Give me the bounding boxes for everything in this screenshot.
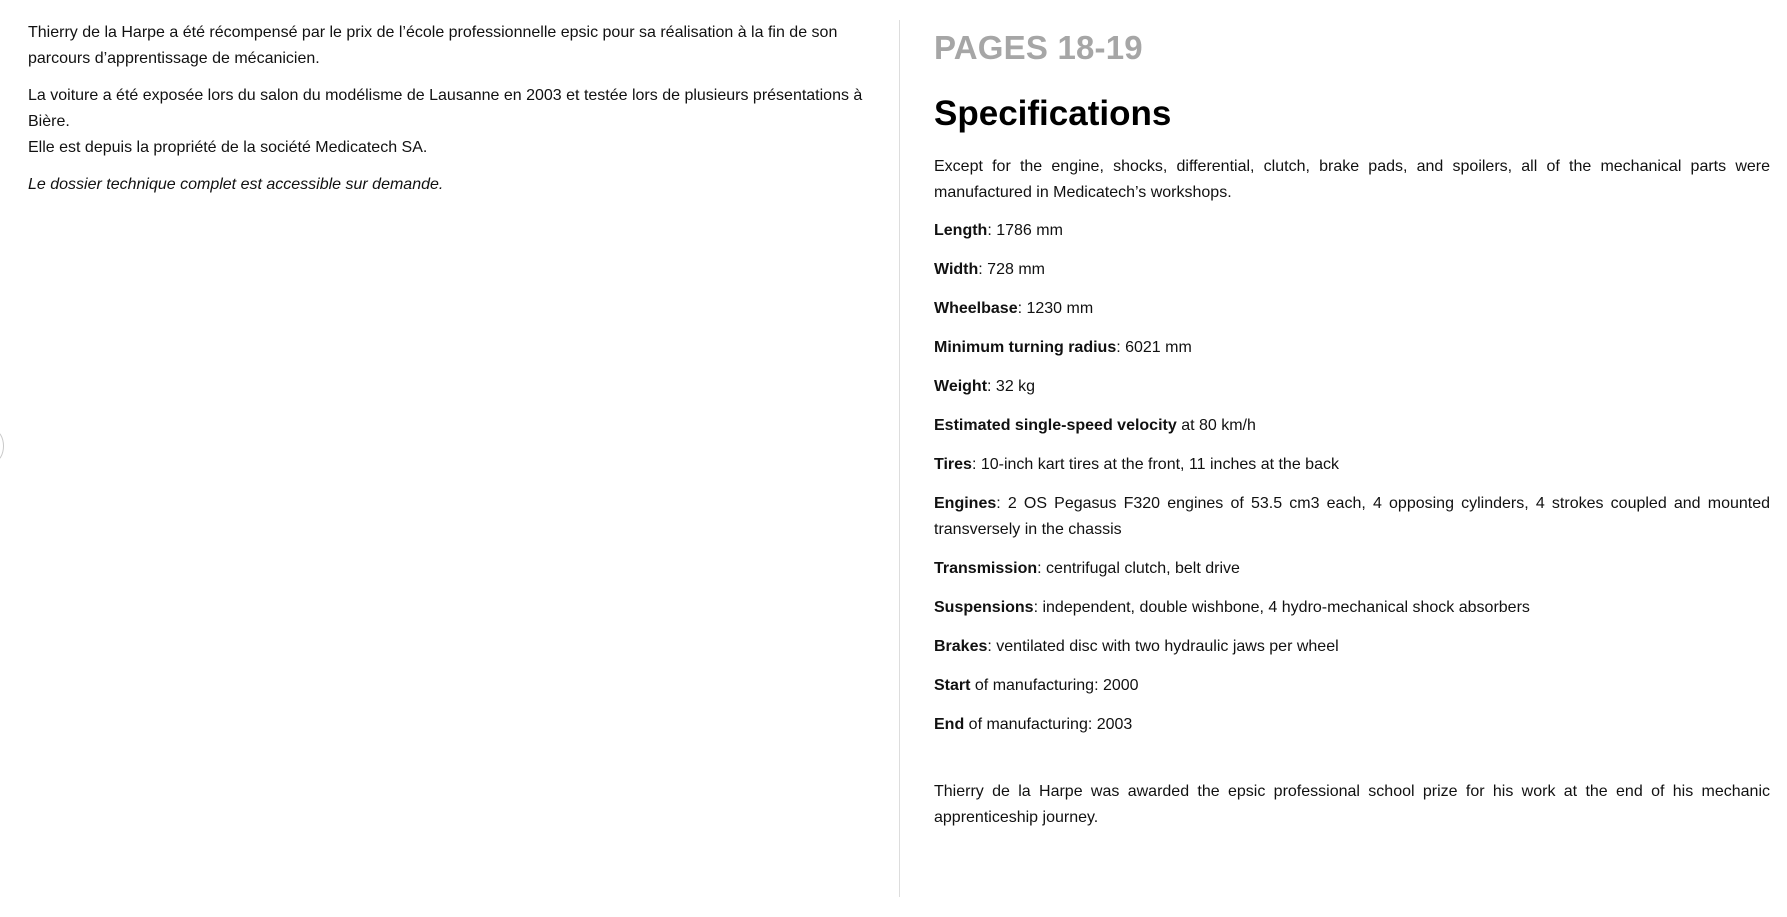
award-paragraph-fr: Thierry de la Harpe a été récompensé par le prix de l’école professionnelle epsic pour sa réalisation à la fin de son parcours d’apprentissage de mécanicien. (28, 24, 838, 67)
spec-label: Estimated single-speed velocity (934, 417, 1177, 434)
spec-label: Weight (934, 378, 988, 395)
spec-label: Width (934, 261, 979, 278)
spec-value: : 10-inch kart tires at the front, 11 inches at the back (971, 456, 1339, 473)
right-page-content (934, 26, 1770, 831)
spec-wheelbase (934, 296, 1770, 322)
spec-value: : centrifugal clutch, belt drive (1037, 560, 1240, 577)
specifications-intro: Except for the engine, shocks, differential, clutch, brake pads, and spoilers, all of the mechanical parts were manufactured in Medicatech’s workshops. (934, 158, 1770, 201)
spec-label: Transmission (934, 560, 1038, 577)
spec-value: of manufacturing: 2003 (964, 716, 1133, 733)
spec-label: Tires (934, 456, 972, 473)
spec-value: : 1786 mm (987, 222, 1063, 239)
spec-value: : 32 kg (987, 378, 1036, 395)
spec-tires (934, 452, 1770, 478)
exhibition-paragraph-fr: La voiture a été exposée lors du salon du modélisme de Lausanne en 2003 et testée lors de plusieurs présentations à Bière. (28, 87, 863, 130)
spec-label: Suspensions (934, 599, 1034, 616)
spec-value: : 1230 mm (1017, 300, 1094, 317)
right-page (900, 0, 1787, 917)
spec-suspensions (934, 595, 1770, 621)
spec-label: Wheelbase (934, 300, 1018, 317)
award-paragraph-en: Thierry de la Harpe was awarded the epsic professional school prize for his work at the end of his mechanic apprenticeship journey. (934, 783, 1770, 826)
specifications-title: Specifications (934, 94, 1172, 133)
spec-label: Length (934, 222, 988, 239)
spec-turning-radius (934, 335, 1770, 361)
spec-label: Engines (934, 495, 997, 512)
spec-width (934, 257, 1770, 283)
spec-velocity (934, 413, 1770, 439)
spec-value: : ventilated disc with two hydraulic jaws per wheel (987, 638, 1339, 655)
spec-value: at 80 km/h (1176, 417, 1256, 434)
spec-label: Start (934, 677, 971, 694)
spec-length (934, 218, 1770, 244)
ownership-paragraph-fr: Elle est depuis la propriété de la société Medicatech SA. (28, 139, 428, 156)
technical-file-note: Le dossier technique complet est accessible sur demande. (28, 176, 444, 193)
spec-weight (934, 374, 1770, 400)
spec-brakes (934, 634, 1770, 660)
spec-label: Minimum turning radius (934, 339, 1117, 356)
spec-value: : 6021 mm (1116, 339, 1192, 356)
spec-start (934, 673, 1770, 699)
spec-list (934, 218, 1770, 738)
spec-value: : 2 OS Pegasus F320 engines of 53.5 cm3 each, 4 opposing cylinders, 4 strokes coupled and mounted transversely in the chassis (934, 495, 1770, 538)
spec-value: : independent, double wishbone, 4 hydro-mechanical shock absorbers (1033, 599, 1530, 616)
page-edge-handle (0, 430, 4, 462)
spec-value: : 728 mm (978, 261, 1045, 278)
left-page-content (28, 20, 866, 209)
spec-label: Brakes (934, 638, 988, 655)
spec-end (934, 712, 1770, 738)
pages-label: PAGES 18-19 (934, 29, 1143, 66)
spec-engines (934, 491, 1770, 543)
spec-transmission (934, 556, 1770, 582)
spec-label: End (934, 716, 965, 733)
spec-value: of manufacturing: 2000 (970, 677, 1139, 694)
